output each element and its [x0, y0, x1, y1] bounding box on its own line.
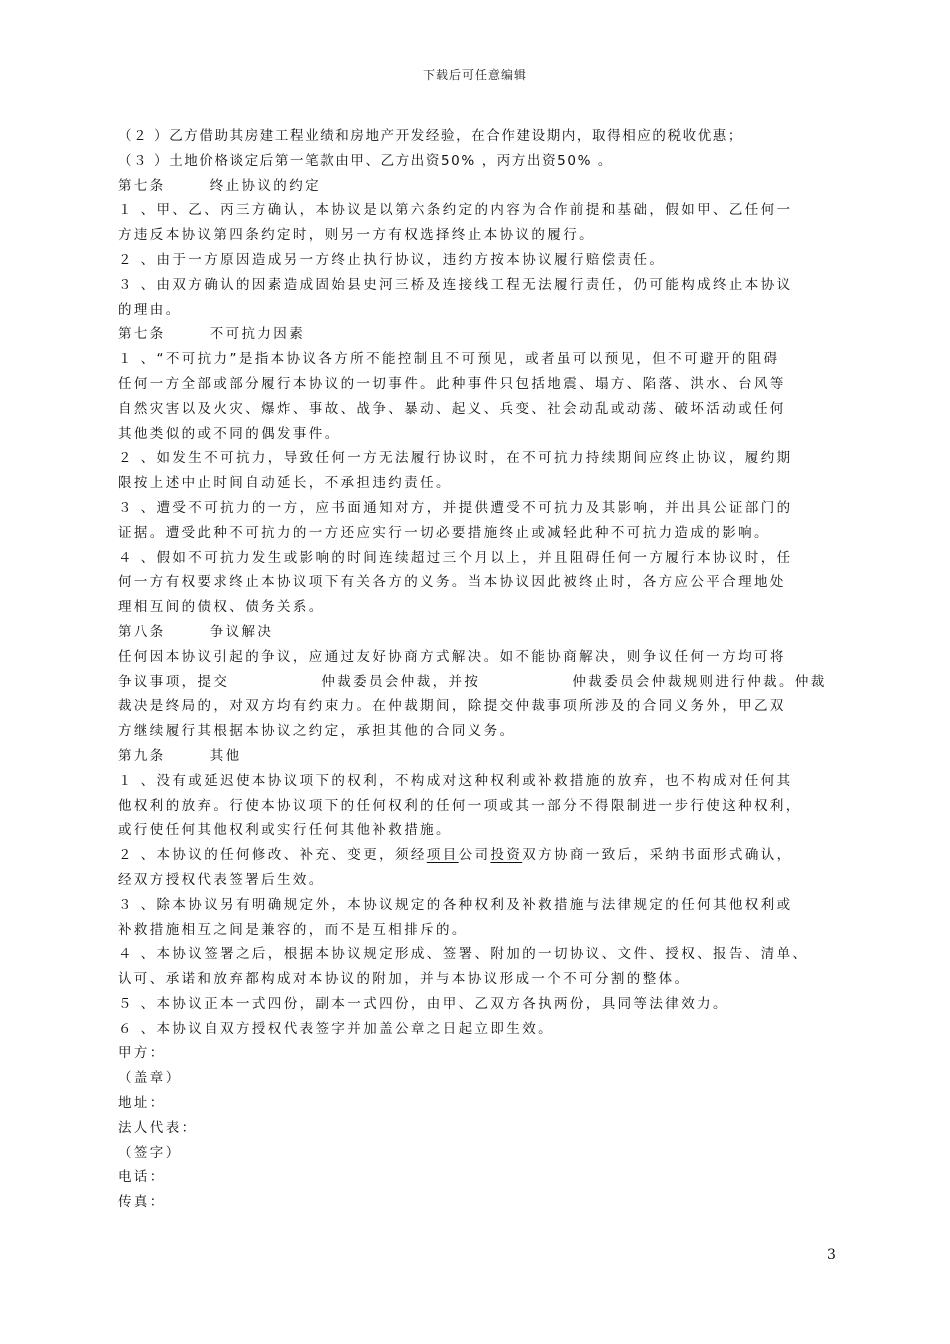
text-line: 其他类似的或不同的偶发事件。: [118, 425, 341, 442]
text-line: 任何因本协议引起的争议，应通过友好协商方式解决。如不能协商解决，则争议任何一方均可将: [118, 648, 786, 665]
text-line: ２ 、由于一方原因造成另一方终止执行协议，违约方按本协议履行赔偿责任。: [118, 251, 666, 268]
text-line: 证据。遭受此种不可抗力的一方还应实行一切必要措施终止或减轻此种不可抗力造成的影响。: [118, 524, 770, 541]
text-line: 他权利的放弃。行使本协议项下的任何权利的任何一项或其一部分不得限制进一步行使这种权利，: [118, 797, 802, 814]
text-line: 方继续履行其根据本协议之约定，承担其他的合同义务。: [118, 723, 516, 740]
text-line: ４ 、本协议签署之后，根据本协议规定形成、签署、附加的一切协议、文件、授权、报告、清单、: [118, 946, 809, 963]
page-number: 3: [827, 1247, 836, 1263]
signature-field-address: 地址：: [118, 1095, 166, 1112]
signature-field-signature: （签字）: [118, 1144, 182, 1161]
text-line: （２ ）乙方借助其房建工程业绩和房地产开发经验，在合作建设期内，取得相应的税收优惠；: [118, 128, 743, 144]
text-line: 的理由。: [118, 301, 182, 318]
section-heading: [118, 620, 848, 645]
signature-field-phone: 电话：: [118, 1169, 166, 1186]
text-line-with-links: ２ 、本协议的任何修改、补充、变更，须经项目公司投资双方协商一致后，采纳书面形式确认，: [118, 847, 793, 864]
section-number: 第八条: [118, 623, 166, 640]
section-title: 不可抗力因素: [209, 326, 306, 343]
link-project[interactable]: 项目: [426, 847, 459, 864]
text-line: 补救措施相互之间是兼容的，而不是互相排斥的。: [118, 921, 468, 938]
signature-field-legal-rep: 法人代表：: [118, 1119, 198, 1136]
document-body: [118, 124, 848, 1215]
text-line: 裁决是终局的，对双方均有约束力。在仲裁期间，除提交仲裁事项所涉及的合同义务外，甲乙双: [118, 698, 786, 715]
text-line: 方违反本协议第四条约定时，则另一方有权选择终止本协议的履行。: [118, 227, 595, 244]
text-line: ５ 、本协议正本一式四份，副本一式四份，由甲、乙双方各执两份，具同等法律效力。: [118, 995, 729, 1012]
text-line: 限按上述中止时间自动延长，不承担违约责任。: [118, 475, 452, 492]
section-title: 其他: [209, 747, 242, 764]
text-line: 认可、承诺和放弃都构成对本协议的附加，并与本协议形成一个不可分割的整体。: [118, 971, 691, 988]
text-line: ３ 、由双方确认的因素造成固始县史河三桥及连接线工程无法履行责任，仍可能构成终止本协议: [118, 276, 793, 293]
text-line: 何一方有权要求终止本协议项下有关各方的义务。当本协议因此被终止时，各方应公平合理地处: [118, 574, 786, 591]
signature-field-party-a: 甲方：: [118, 1045, 166, 1062]
text-line: （３ ）土地价格谈定后第一笔款由甲、乙方出资50% ，丙方出资50% 。: [118, 152, 613, 169]
text-line: １ 、没有或延迟使本协议项下的权利，不构成对这种权利或补救措施的放弃，也不构成对任何其: [118, 772, 793, 789]
text-line: ６ 、本协议自双方授权代表签字并加盖公章之日起立即生效。: [118, 1020, 554, 1037]
section-number: 第七条: [118, 177, 166, 194]
text-line: １ 、“不可抗力”是指本协议各方所不能控制且不可预见，或者虽可以预见，但不可避开的阻碍: [118, 351, 780, 368]
text-line: 理相互间的债权、债务关系。: [118, 599, 325, 616]
section-number: 第九条: [118, 747, 166, 764]
text-line-with-blanks: 争议事项，提交 仲裁委员会仲裁，并按 仲裁委员会仲裁规则进行仲裁。仲裁: [118, 673, 827, 690]
section-number: 第七条: [118, 326, 166, 343]
text-line: 或行使任何其他权利或实行任何其他补救措施。: [118, 822, 452, 839]
text-line: 经双方授权代表签署后生效。: [118, 871, 325, 888]
text-line: ３ 、遭受不可抗力的一方，应书面通知对方，并提供遭受不可抗力及其影响，并出具公证部门的: [118, 499, 793, 516]
text-line: ３ 、除本协议另有明确规定外，本协议规定的各种权利及补救措施与法律规定的任何其他权利或: [118, 896, 793, 913]
signature-field-fax: 传真：: [118, 1194, 166, 1211]
section-heading: [118, 322, 848, 347]
text-line: １ 、甲、乙、丙三方确认，本协议是以第六条约定的内容为合作前提和基础，假如甲、乙任何一: [118, 202, 793, 219]
page-header: 下载后可任意编辑: [422, 68, 527, 82]
text-line: 任何一方全部或部分履行本协议的一切事件。此种事件只包括地震、塌方、陷落、洪水、台风等: [118, 375, 786, 392]
section-heading: [118, 174, 848, 199]
text-line: 自然灾害以及火灾、爆炸、事故、战争、暴动、起义、兵变、社会动乱或动荡、破坏活动或任何: [118, 400, 786, 417]
text-line: ４ 、假如不可抗力发生或影响的时间连续超过三个月以上，并且阻碍任何一方履行本协议时，任: [118, 549, 793, 566]
text-line: ２ 、如发生不可抗力，导致任何一方无法履行协议时，在不可抗力持续期间应终止协议，履约期: [118, 450, 793, 467]
section-heading: [118, 744, 848, 769]
section-title: 争议解决: [209, 623, 274, 640]
signature-field-seal: （盖章）: [118, 1070, 182, 1087]
link-investment[interactable]: 投资: [490, 847, 523, 864]
section-title: 终止协议的约定: [209, 177, 322, 194]
